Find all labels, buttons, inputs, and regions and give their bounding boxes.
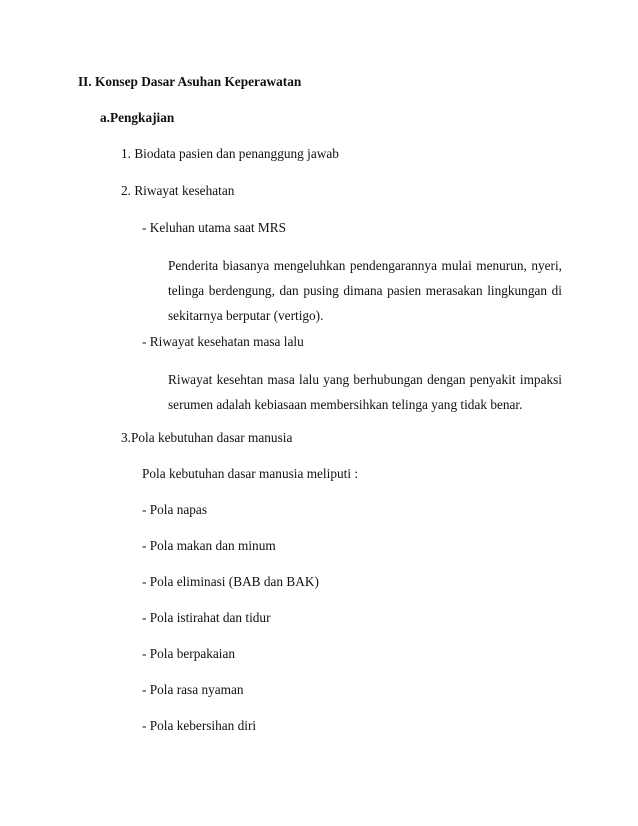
list-item <box>121 183 234 199</box>
section-heading <box>78 74 301 90</box>
list-item: - Pola kebersihan diri <box>142 718 257 733</box>
item-text: Biodata pasien dan penanggung jawab <box>134 146 339 161</box>
list-item: - Pola eliminasi (BAB dan BAK) <box>142 574 319 589</box>
item-text: Riwayat kesehatan <box>134 183 235 198</box>
subsection-title: Pengkajian <box>109 110 175 125</box>
list-item: - Pola napas <box>142 502 207 517</box>
list-item: - Pola berpakaian <box>142 646 236 661</box>
heading-number: II. <box>78 74 92 89</box>
item-number: 2. <box>121 183 131 198</box>
sub-item-label: - Keluhan utama saat MRS <box>142 220 287 235</box>
item-number: 3. <box>121 430 131 445</box>
list-item <box>121 430 292 446</box>
list-item: - Pola makan dan minum <box>142 538 276 553</box>
subsection-label: a. <box>100 110 110 125</box>
subsection-heading <box>100 110 174 126</box>
item-intro: Pola kebutuhan dasar manusia meliputi : <box>142 466 359 481</box>
heading-title: Konsep Dasar Asuhan Keperawatan <box>95 74 302 89</box>
list-item <box>121 146 339 162</box>
list-item: - Pola istirahat dan tidur <box>142 610 271 625</box>
sub-item-paragraph: Riwayat kesehtan masa lalu yang berhubungan dengan penyakit impaksi serumen adalah kebiasaan membersihkan telinga yang tidak benar. <box>168 372 562 412</box>
list-item: - Pola rasa nyaman <box>142 682 244 697</box>
item-text: Pola kebutuhan dasar manusia <box>130 430 293 445</box>
sub-item-paragraph: Penderita biasanya mengeluhkan pendengarannya mulai menurun, nyeri, telinga berdengung, dan pusing dimana pasien merasakan lingkungan di sekitarnya berputar (vertigo). <box>168 258 562 323</box>
item-number: 1. <box>121 146 131 161</box>
sub-item-label: - Riwayat kesehatan masa lalu <box>142 334 304 349</box>
